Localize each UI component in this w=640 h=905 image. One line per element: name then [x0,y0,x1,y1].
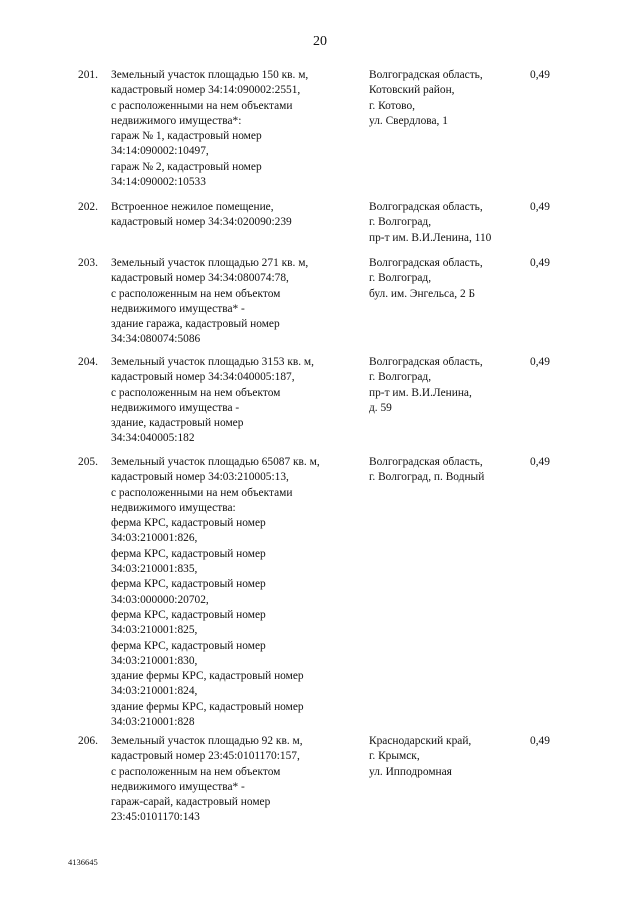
description-line: недвижимого имущества* - [111,302,245,315]
description-line: 34:34:080074:5086 [111,333,201,346]
description-line: кадастровый номер 34:14:090002:2551, [111,84,301,97]
description-line: 34:14:090002:10533 [111,176,206,189]
address-line: г. Волгоград, [369,216,432,229]
description-line: Земельный участок площадью 150 кв. м, [111,69,309,81]
description-line: Земельный участок площадью 92 кв. м, [111,735,303,747]
description-line: с расположенным на нем объектом [111,287,281,300]
description-line: здание фермы КРС, кадастровый номер [111,700,304,713]
address-line: д. 59 [369,401,392,414]
description-line: с расположенными на нем объектами [111,486,293,499]
entry-address [369,200,519,246]
entry-description [111,256,363,348]
entry-share: 0,49 [530,69,550,81]
description-line: 34:03:210001:830, [111,654,198,667]
description-line: 34:03:210001:826, [111,532,198,545]
entry-share: 0,49 [530,201,550,213]
address-line: Волгоградская область, [369,257,483,269]
description-line: кадастровый номер 34:03:210005:13, [111,471,289,484]
address-line: г. Волгоград, [369,371,432,384]
entry-description [111,355,363,447]
description-line: недвижимого имущества - [111,401,240,414]
description-line: с расположенным на нем объектом [111,765,281,778]
description-line: здание, кадастровый номер [111,417,244,430]
entry-description [111,200,363,231]
address-line: г. Волгоград, п. Водный [369,471,485,484]
description-line: здание гаража, кадастровый номер [111,318,280,331]
address-line: г. Котово, [369,99,416,112]
description-line: ферма КРС, кадастровый номер [111,639,266,652]
description-line: кадастровый номер 34:34:080074:78, [111,272,289,285]
description-line: Земельный участок площадью 271 кв. м, [111,257,309,269]
description-line: Встроенное нежилое помещение, [111,201,274,213]
description-line: ферма КРС, кадастровый номер [111,547,266,560]
page-number: 20 [313,34,327,49]
entry-share: 0,49 [530,356,550,368]
description-line: 34:34:040005:182 [111,432,195,445]
entry-description [111,68,363,190]
entry-number: 204. [78,356,98,368]
description-line: 34:03:000000:20702, [111,593,209,606]
address-line: г. Волгоград, [369,272,432,285]
entry-description [111,455,363,730]
entry-number: 203. [78,257,98,269]
description-line: недвижимого имущества* - [111,780,245,793]
entry-number: 202. [78,201,98,213]
address-line: Волгоградская область, [369,201,483,213]
description-line: 34:03:210001:828 [111,716,195,729]
entry-share: 0,49 [530,456,550,468]
description-line: 34:14:090002:10497, [111,145,209,158]
entry-number: 201. [78,69,98,81]
address-line: ул. Ипподромная [369,765,452,778]
address-line: Краснодарский край, [369,735,472,747]
description-line: Земельный участок площадью 3153 кв. м, [111,356,314,368]
address-line: пр-т им. В.И.Ленина, 110 [369,231,492,244]
address-line: Волгоградская область, [369,456,483,468]
address-line: г. Крымск, [369,750,420,763]
entry-address [369,355,519,416]
description-line: 23:45:0101170:143 [111,811,200,824]
entry-number: 205. [78,456,98,468]
description-line: недвижимого имущества: [111,501,236,514]
address-line: пр-т им. В.И.Ленина, [369,386,472,399]
description-line: кадастровый номер 34:34:020090:239 [111,216,292,229]
description-line: кадастровый номер 23:45:0101170:157, [111,750,300,763]
address-line: Волгоградская область, [369,69,483,81]
description-line: с расположенными на нем объектами [111,99,293,112]
description-line: с расположенным на нем объектом [111,386,281,399]
address-line: бул. им. Энгельса, 2 Б [369,287,476,300]
description-line: гараж-сарай, кадастровый номер [111,796,271,809]
description-line: 34:03:210001:824, [111,685,198,698]
description-line: 34:03:210001:825, [111,624,198,637]
address-line: Котовский район, [369,84,455,97]
description-line: ферма КРС, кадастровый номер [111,608,266,621]
description-line: ферма КРС, кадастровый номер [111,517,266,530]
entry-number: 206. [78,735,98,747]
entry-share: 0,49 [530,257,550,269]
entry-address [369,68,519,129]
description-line: ферма КРС, кадастровый номер [111,578,266,591]
entry-address [369,734,519,780]
entry-address [369,455,519,486]
description-line: кадастровый номер 34:34:040005:187, [111,371,295,384]
document-code: 4136645 [68,857,98,867]
description-line: 34:03:210001:835, [111,563,198,576]
entry-share: 0,49 [530,735,550,747]
description-line: Земельный участок площадью 65087 кв. м, [111,456,320,468]
entry-description [111,734,363,826]
description-line: гараж № 1, кадастровый номер [111,130,262,143]
entry-address [369,256,519,302]
description-line: здание фермы КРС, кадастровый номер [111,670,304,683]
description-line: гараж № 2, кадастровый номер [111,160,262,173]
address-line: Волгоградская область, [369,356,483,368]
description-line: недвижимого имущества*: [111,114,242,127]
address-line: ул. Свердлова, 1 [369,114,448,127]
